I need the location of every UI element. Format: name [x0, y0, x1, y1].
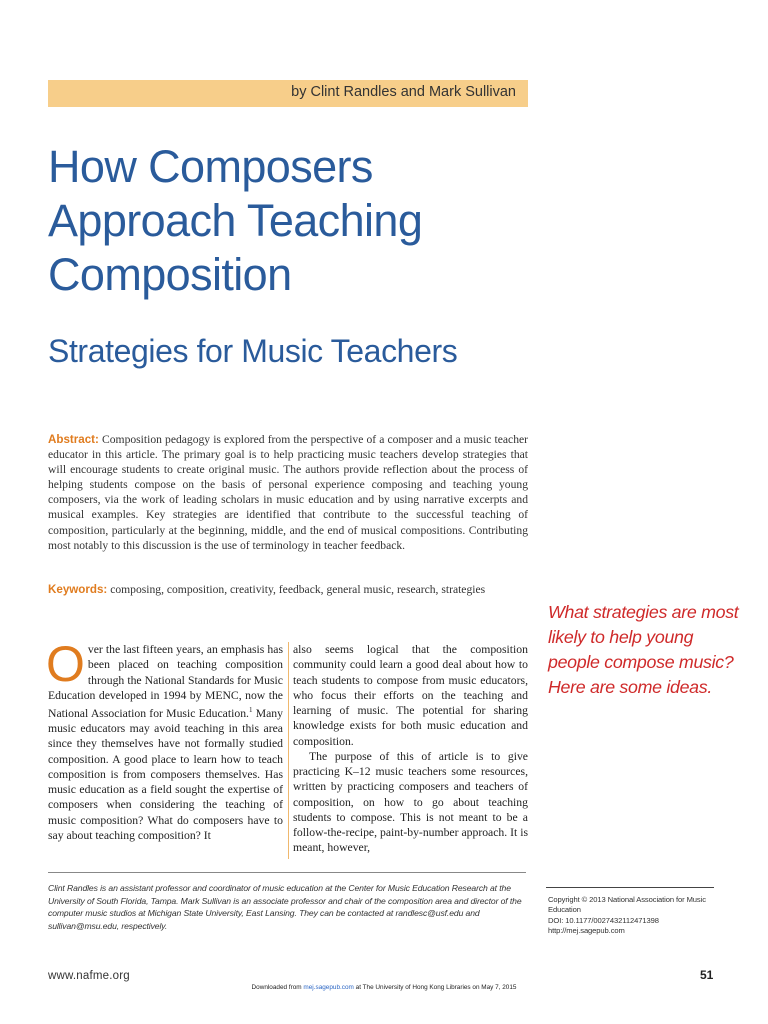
article-subtitle: Strategies for Music Teachers [48, 333, 458, 369]
body-column-2 [293, 642, 528, 856]
col2-paragraph-2: The purpose of this of article is to give practicing K–12 music teachers some resources, written by practicing composers and teachers of composition, on how to go about teaching students to compose. This is not meant to be a follow-the-recipe, paint-by-number approach. It is meant, however, [293, 749, 528, 855]
download-notice [0, 984, 768, 991]
doi: DOI: 10.1177/0027432112471398 [548, 915, 659, 925]
abstract-label: Abstract: [48, 433, 99, 446]
keywords [48, 582, 528, 597]
download-suffix: at The University of Hong Kong Libraries on May 7, 2015 [353, 984, 517, 991]
author-bio: Clint Randles is an assistant professor and coordinator of music education at the Center for Music Education Research at the University of South Florida, Tampa. Mark Sullivan is an associate professor and chair of the composition area and director of the computer music studios at Michigan State University, East Lansing. They can be contacted at randlesc@usf.edu and sullivan@msu.edu, respectively. [48, 883, 522, 931]
abstract [48, 432, 528, 553]
article-title [48, 140, 568, 302]
copyright-line: Copyright © 2013 National Association for Music Education [548, 895, 706, 915]
byline: by Clint Randles and Mark Sullivan [291, 84, 516, 100]
drop-cap: O [46, 636, 85, 692]
footnote-ref[interactable]: 1 [248, 706, 253, 714]
abstract-text: Composition pedagogy is explored from the perspective of a composer and a music teacher educator in this article. The primary goal is to help practicing music teachers develop strategies that will encourage students to create original music. The authors provide reflection about the process of helping students compose on the basis of personal experience composing and teaching young composers, via the work of leading scholars in music education and by using narrative excerpts and musical examples. Key strategies are identified that contribute to the successful teaching of composition, particularly at the beginning, middle, and the end of musical compositions. Contributing most notably to this discussion is the use of terminology in teacher feedback. [48, 433, 528, 552]
col1-text: ver the last fifteen years, an emphasis has been placed on teaching composition through the National Standards for Music Education developed in 1994 by MENC, now the National Association for Music Education. [48, 643, 283, 720]
col1-text-b: Many music educators may avoid teaching in this area since they themselves have not formally studied composition. A good place to learn how to teach composition is from composers themselves. Has music education as a field sought the expertise of composers when considering the teaching of music composition? What do composers have to say about teaching composition? It [48, 706, 283, 842]
bio-rule [48, 872, 526, 873]
journal-url[interactable]: http://mej.sagepub.com [548, 926, 625, 936]
download-prefix: Downloaded from [251, 984, 304, 991]
page-number: 51 [700, 968, 714, 982]
copyright-block [548, 895, 718, 937]
download-link[interactable]: mej.sagepub.com [303, 984, 354, 991]
title-line-3: Composition [48, 249, 292, 300]
title-line-1: How Composers [48, 141, 373, 192]
pull-quote: What strategies are most likely to help young people compose music? Here are some ideas. [548, 602, 739, 697]
byline-bar [48, 80, 528, 107]
copyright-rule [546, 887, 714, 888]
keywords-text: composing, composition, creativity, feedback, general music, research, strategies [110, 583, 486, 596]
column-divider [288, 642, 289, 859]
title-line-2: Approach Teaching [48, 195, 423, 246]
site-url[interactable]: www.nafme.org [48, 970, 130, 982]
keywords-label: Keywords: [48, 583, 108, 596]
body-column-1 [46, 636, 283, 843]
col2-paragraph-1: also seems logical that the composition community could learn a good deal about how to teach students to compose from music educators, who focus their efforts on the teaching and learning of music. The potential for sharing knowledge exists for both music education and composition. [293, 643, 528, 748]
